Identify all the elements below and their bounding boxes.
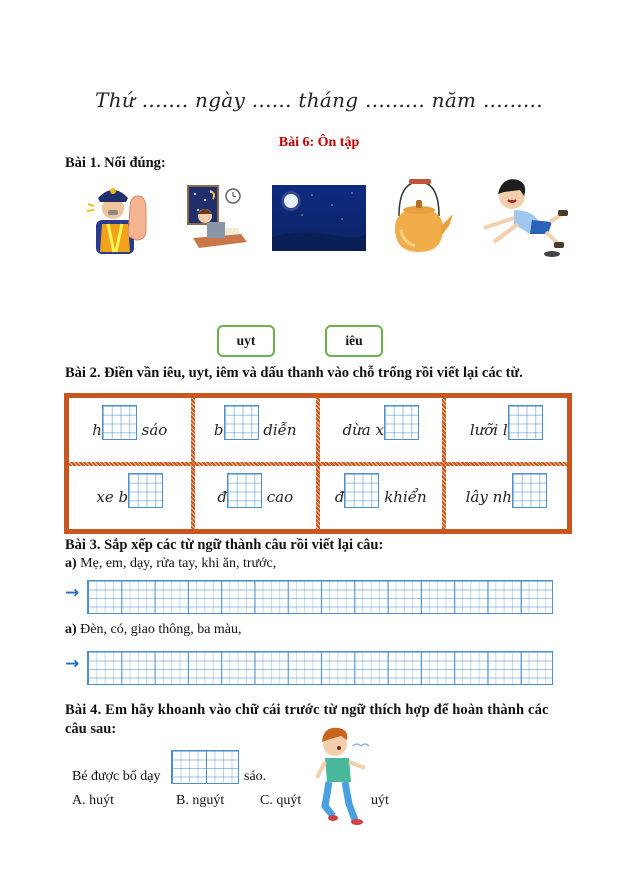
word-before: dừa x <box>342 420 384 439</box>
exercise4-heading-line2: câu sau: <box>65 721 117 737</box>
item-words: Mẹ, em, dạy, rửa tay, khi ăn, trước, <box>76 556 277 571</box>
fill-cell[interactable] <box>195 398 317 462</box>
writing-grid[interactable] <box>344 473 379 508</box>
word-before: đ <box>334 488 345 507</box>
word-after: khiển <box>379 488 427 507</box>
item-label: a) <box>65 622 77 637</box>
fill-in-table <box>64 393 572 534</box>
arrow-right-icon: → <box>65 583 80 603</box>
option-b[interactable]: B. nguýt <box>176 793 225 808</box>
item-label: a) <box>65 556 77 571</box>
writing-strip[interactable] <box>87 580 553 614</box>
fill-cell[interactable] <box>320 398 442 462</box>
exercise3-item-b <box>65 622 242 638</box>
writing-grid[interactable] <box>224 405 259 440</box>
word-after: sáo <box>136 420 168 439</box>
word-before: lây nh <box>465 488 512 507</box>
writing-grid[interactable] <box>102 405 137 440</box>
option-a[interactable]: A. huýt <box>72 793 114 808</box>
sentence-after: sáo. <box>244 769 267 784</box>
fill-cell[interactable] <box>446 398 568 462</box>
answer-box-uyt[interactable]: uyt <box>217 325 275 357</box>
word-before: đ <box>217 488 227 507</box>
boy-tripping-icon <box>474 174 570 258</box>
writing-grid[interactable] <box>227 473 262 508</box>
answer-writing-grid[interactable] <box>171 750 239 784</box>
lesson-title: Bài 6: Ôn tập <box>278 135 360 150</box>
boy-whistling-icon <box>313 724 375 828</box>
word-before: h <box>92 420 102 439</box>
writing-strip[interactable] <box>87 651 553 685</box>
exercise1-heading: Bài 1. Nối đúng: <box>65 155 166 171</box>
item-words: Đèn, có, giao thông, ba màu, <box>76 622 242 637</box>
word-before: b <box>213 420 224 439</box>
fill-cell[interactable] <box>69 466 191 530</box>
child-at-desk-night-icon <box>183 178 251 256</box>
traffic-police-whistle-icon <box>80 178 160 256</box>
writing-grid[interactable] <box>512 473 547 508</box>
word-before: xe b <box>96 488 129 507</box>
word-after: cao <box>261 488 294 507</box>
exercise2-heading: Bài 2. Điền vần iêu, uyt, iêm và dấu thanh vào chỗ trống rồi viết lại các từ. <box>65 365 523 381</box>
answer-box-ieu[interactable]: iêu <box>325 325 383 357</box>
writing-grid[interactable] <box>128 473 163 508</box>
writing-grid[interactable] <box>384 405 419 440</box>
sentence-before: Bé được bố dạy <box>72 769 161 784</box>
arrow-right-icon: → <box>65 654 80 674</box>
exercise3-heading: Bài 3. Sắp xếp các từ ngữ thành câu rồi viết lại câu: <box>65 537 384 553</box>
fill-cell[interactable] <box>446 466 568 530</box>
kettle-icon <box>385 178 455 256</box>
date-line: Thứ ....... ngày ...... tháng ......... năm ......... <box>95 88 543 112</box>
word-before: lưỡi l <box>469 420 508 439</box>
option-c[interactable]: C. quýt <box>260 793 302 808</box>
fill-cell[interactable] <box>320 466 442 530</box>
exercise3-item-a <box>65 556 276 572</box>
fill-cell[interactable] <box>195 466 317 530</box>
exercise4-heading-line1: Bài 4. Em hãy khoanh vào chữ cái trước từ ngữ thích hợp để hoàn thành các <box>65 702 549 718</box>
option-d-partial[interactable]: uýt <box>371 793 389 808</box>
night-sky-moon-icon <box>272 185 366 251</box>
word-after: diễn <box>258 420 297 439</box>
writing-grid[interactable] <box>508 405 543 440</box>
fill-cell[interactable] <box>69 398 191 462</box>
